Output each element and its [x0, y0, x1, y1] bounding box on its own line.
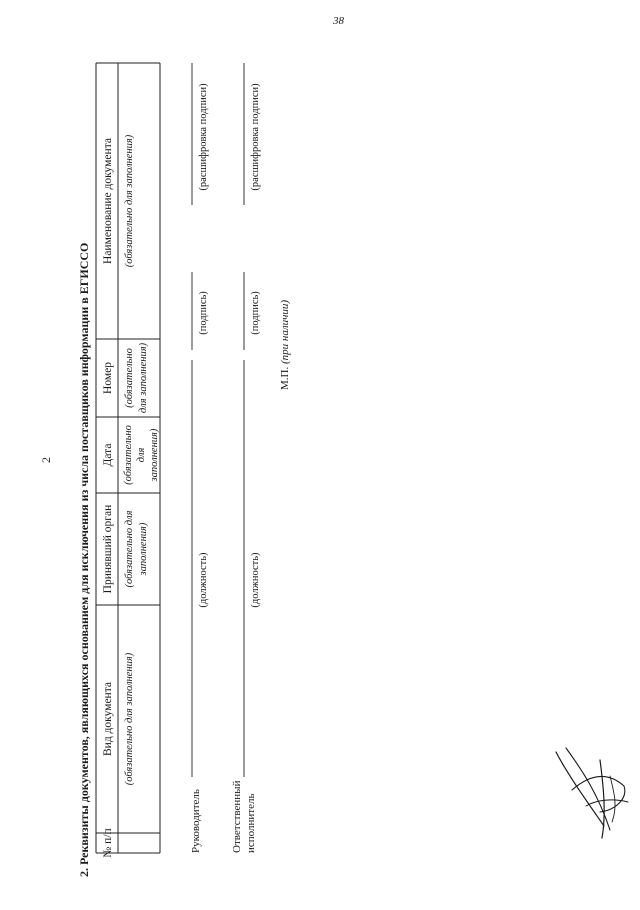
seal-caption-note: (при наличии)	[279, 299, 291, 365]
executor-position-caption: (должность)	[250, 552, 261, 608]
hint-authority-line1: (обязательно для	[124, 510, 135, 588]
manager-position-caption: (должность)	[198, 552, 209, 608]
page-number: 2	[39, 457, 53, 463]
hint-date-line2: для	[136, 447, 147, 463]
handwritten-signature	[556, 748, 628, 838]
section-title: 2. Реквизиты документов, являющихся основанием для исключения из числа поставщиков информации в ЕГИССО	[77, 242, 91, 877]
hint-date-line3: заполнения)	[149, 428, 160, 482]
corner-mark: 38	[333, 15, 344, 27]
manager-label: Руководитель	[190, 789, 202, 853]
executor-signature-caption: (подпись)	[250, 291, 261, 335]
col-header-number: № п/п	[102, 828, 114, 858]
executor-label-line1: Ответственный	[231, 780, 243, 853]
seal-caption	[279, 300, 291, 390]
hint-doc-name: (обязательно для заполнения)	[124, 134, 135, 268]
hint-date-line1: (обязательно	[123, 425, 134, 485]
col-header-date: Дата	[102, 443, 114, 467]
hint-doc-number-line1: (обязательно	[124, 348, 135, 408]
hint-doc-type: (обязательно для заполнения)	[124, 652, 135, 786]
hint-authority-line2: заполнения)	[138, 522, 149, 576]
col-header-doc-type: Вид документа	[102, 682, 114, 756]
executor-decoding-caption: (расшифровка подписи)	[250, 83, 261, 191]
manager-signature-caption: (подпись)	[198, 291, 209, 335]
col-header-authority: Принявший орган	[102, 504, 114, 594]
hint-doc-number-line2: для заполнения)	[138, 342, 149, 414]
col-header-doc-number: Номер	[102, 362, 114, 394]
landscape-content	[39, 63, 291, 877]
manager-decoding-caption: (расшифровка подписи)	[198, 83, 209, 191]
seal-caption-main: М.П.	[279, 364, 291, 390]
col-header-doc-name: Наименование документа	[102, 138, 114, 264]
executor-label-line2: исполнитель	[245, 793, 257, 853]
